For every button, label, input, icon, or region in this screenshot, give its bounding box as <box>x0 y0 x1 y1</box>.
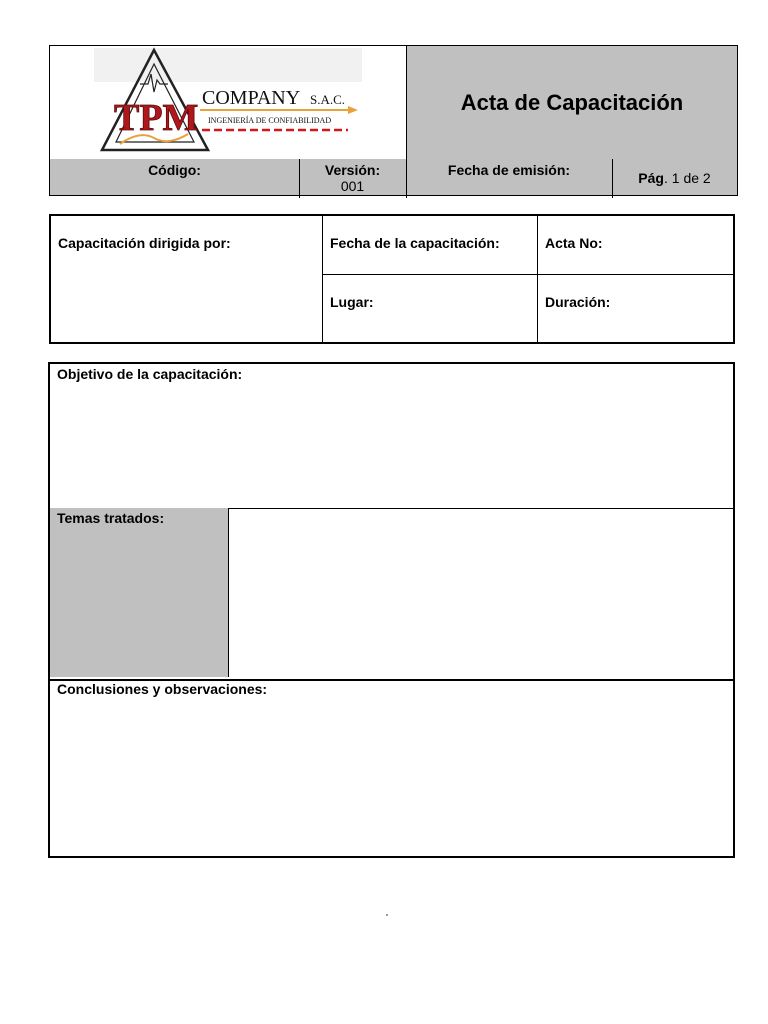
fecha-capacitacion-field[interactable] <box>323 216 538 275</box>
version-cell <box>299 159 407 198</box>
fecha-capacitacion-label: Fecha de la capacitación: <box>330 235 500 251</box>
conclusiones-label: Conclusiones y observaciones: <box>57 681 268 697</box>
content-table <box>48 362 735 858</box>
logo-cell <box>50 46 406 159</box>
logo-company-name: COMPANY <box>202 87 301 109</box>
code-bar <box>50 159 737 195</box>
duracion-field[interactable] <box>538 275 733 342</box>
dirigida-label: Capacitación dirigida por: <box>58 235 231 251</box>
objetivo-label: Objetivo de la capacitación: <box>57 366 243 382</box>
company-logo <box>50 46 406 159</box>
temas-label: Temas tratados: <box>57 510 165 526</box>
title-cell <box>406 46 737 159</box>
objetivo-section[interactable] <box>50 364 733 509</box>
fecha-emision-label: Fecha de emisión: <box>406 159 613 198</box>
version-label: Versión: <box>324 162 381 178</box>
stray-mark <box>386 914 388 916</box>
temas-content-field[interactable] <box>228 508 733 677</box>
pag-label: Pág <box>638 170 664 186</box>
pag-value: . 1 de 2 <box>663 170 711 186</box>
lugar-field[interactable] <box>323 275 538 342</box>
acta-no-field[interactable] <box>538 216 733 275</box>
temas-label-cell <box>50 508 229 677</box>
conclusiones-section[interactable] <box>50 679 733 856</box>
logo-tpm-text: TPM <box>114 97 199 139</box>
logo-tagline: INGENIERÍA DE CONFIABILIDAD <box>208 116 332 125</box>
duracion-label: Duración: <box>545 294 611 310</box>
acta-no-label: Acta No: <box>545 235 603 251</box>
logo-company-suffix: S.A.C. <box>310 92 346 107</box>
codigo-label: Código: <box>50 159 300 198</box>
page-title: Acta de Capacitación <box>460 89 684 115</box>
info-table <box>49 214 735 344</box>
lugar-label: Lugar: <box>330 294 374 310</box>
version-value: 001 <box>340 178 365 194</box>
document-header <box>49 45 738 196</box>
temas-section <box>50 508 733 681</box>
page-number <box>612 159 737 206</box>
dirigida-field[interactable] <box>51 216 323 342</box>
